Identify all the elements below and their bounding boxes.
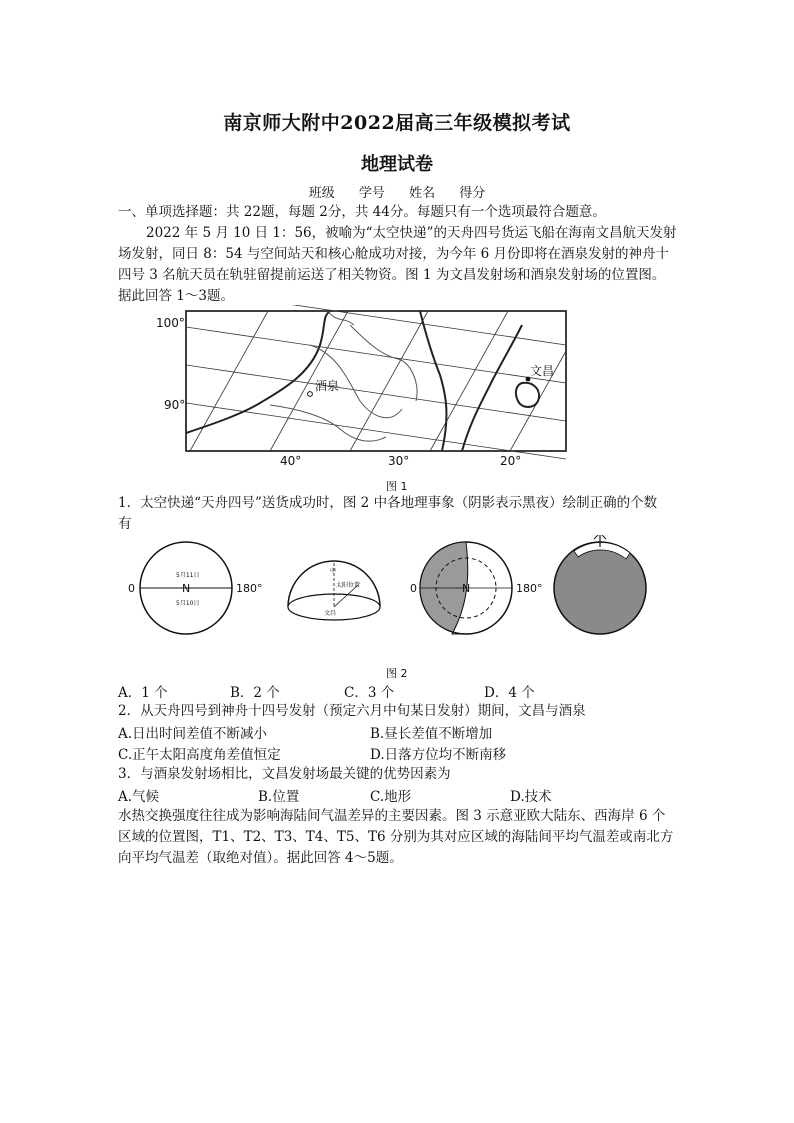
figure2-diagrams — [118, 535, 688, 665]
q3-option-d[interactable]: D.技术 — [510, 789, 552, 805]
q2-option-b[interactable]: B.昼长差值不断增加 — [370, 726, 493, 742]
q3-option-b[interactable]: B.位置 — [258, 789, 300, 805]
q2-options-row1 — [118, 722, 688, 742]
d1-may10-label: 5月10日 — [176, 600, 200, 607]
q3-options — [118, 785, 688, 805]
q3-option-c[interactable]: C.地形 — [370, 789, 412, 805]
passage1-line: 2022 年 5 月 10 日 1：56，被喻为“太空快递”的天舟四号货运飞船在海南文昌航天发射 — [146, 225, 677, 241]
exam-subtitle: 地理试卷 — [361, 154, 433, 175]
d1-may11-label: 5月11日 — [176, 572, 200, 579]
passage1-line: 场发射，同日 8：54 与空间站天和核心舱成功对接，为今年 6 月份即将在酒泉发射的神舟十 — [118, 246, 670, 262]
q1-stem-cont: 有 — [118, 516, 132, 532]
d2-wen-label: 文昌 — [324, 610, 337, 617]
q1-stem: 1．太空快递“天舟四号”送货成功时，图 2 中各地理事象（阴影表示黑夜）绘制正确的个数 — [118, 495, 658, 511]
q1-option-b[interactable]: B．2 个 — [230, 685, 280, 701]
info-score: 得分 — [459, 186, 486, 201]
diagram4-globe-shaded — [554, 535, 646, 634]
d3-180-label: 180° — [516, 582, 543, 595]
lon-label-20: 20° — [500, 454, 522, 468]
q3-stem: 3．与酒泉发射场相比，文昌发射场最关键的优势因素为 — [118, 766, 451, 782]
lat-label-100: 100° — [156, 316, 185, 330]
d2-sun-label: 太阳位置 — [336, 582, 361, 589]
section-heading: 一、单项选择题：共 22题，每题 2分，共 44分。每题只有一个选项最符合题意。 — [118, 204, 606, 220]
wenchang-label: 文昌 — [530, 364, 555, 378]
passage2-line: 区域的位置图，T1、T2、T3、T4、T5、T6 分别为其对应区域的海陆间平均气温差或南北方 — [118, 829, 674, 845]
figure1-map — [150, 305, 580, 475]
q1-option-c[interactable]: C．3 个 — [344, 685, 395, 701]
diagram2-hemisphere — [288, 561, 380, 620]
q1-option-a[interactable]: A．1 个 — [118, 685, 168, 701]
q2-option-d[interactable]: D.日落方位均不断南移 — [370, 747, 507, 763]
diagram1-date-globe — [128, 542, 263, 634]
exam-title: 南京师大附中2022届高三年级模拟考试 — [223, 112, 571, 134]
lon-label-30: 30° — [388, 454, 410, 468]
passage1-line: 据此回答 1～3题。 — [118, 288, 234, 304]
lat-label-90: 90° — [164, 398, 186, 412]
jiuquan-label: 酒泉 — [315, 379, 340, 393]
info-name: 姓名 — [409, 186, 436, 201]
passage1-line: 四号 3 名航天员在轨驻留提前运送了相关物资。图 1 为文昌发射场和酒泉发射场的位置图。 — [118, 267, 666, 283]
info-number: 学号 — [358, 186, 385, 201]
q2-options-row2 — [118, 743, 688, 763]
figure1-caption: 图 1 — [386, 480, 408, 493]
info-class: 班级 — [308, 186, 335, 201]
passage2-line: 向平均气温差（取绝对值）。据此回答 4～5题。 — [118, 850, 403, 866]
map-frame — [186, 311, 566, 451]
diagram3-polar-view — [410, 542, 543, 634]
d1-n-label: N — [182, 582, 191, 595]
q2-option-a[interactable]: A.日出时间差值不断减小 — [118, 726, 268, 742]
q3-option-a[interactable]: A.气候 — [118, 789, 160, 805]
q2-stem: 2．从天舟四号到神舟十四号发射（预定六月中旬某日发射）期间，文昌与酒泉 — [118, 703, 586, 719]
q1-option-d[interactable]: D．4 个 — [484, 685, 535, 701]
d1-180-label: 180° — [236, 582, 263, 595]
d3-zero-label: 0 — [410, 582, 417, 595]
d1-zero-label: 0 — [128, 582, 135, 595]
q2-option-c[interactable]: C.正午太阳高度角差值恒定 — [118, 747, 281, 763]
d2-zhong-label: 中 — [330, 568, 337, 575]
student-info-row — [0, 182, 794, 201]
d3-n-label: N — [462, 582, 471, 595]
figure2-caption: 图 2 — [386, 667, 408, 680]
passage2-line: 水热交换强度往往成为影响海陆间气温差异的主要因素。图 3 示意亚欧大陆东、西海岸 6 个 — [118, 808, 666, 824]
jiuquan-marker — [308, 392, 313, 397]
q1-options — [118, 681, 688, 701]
lon-label-40: 40° — [280, 454, 302, 468]
